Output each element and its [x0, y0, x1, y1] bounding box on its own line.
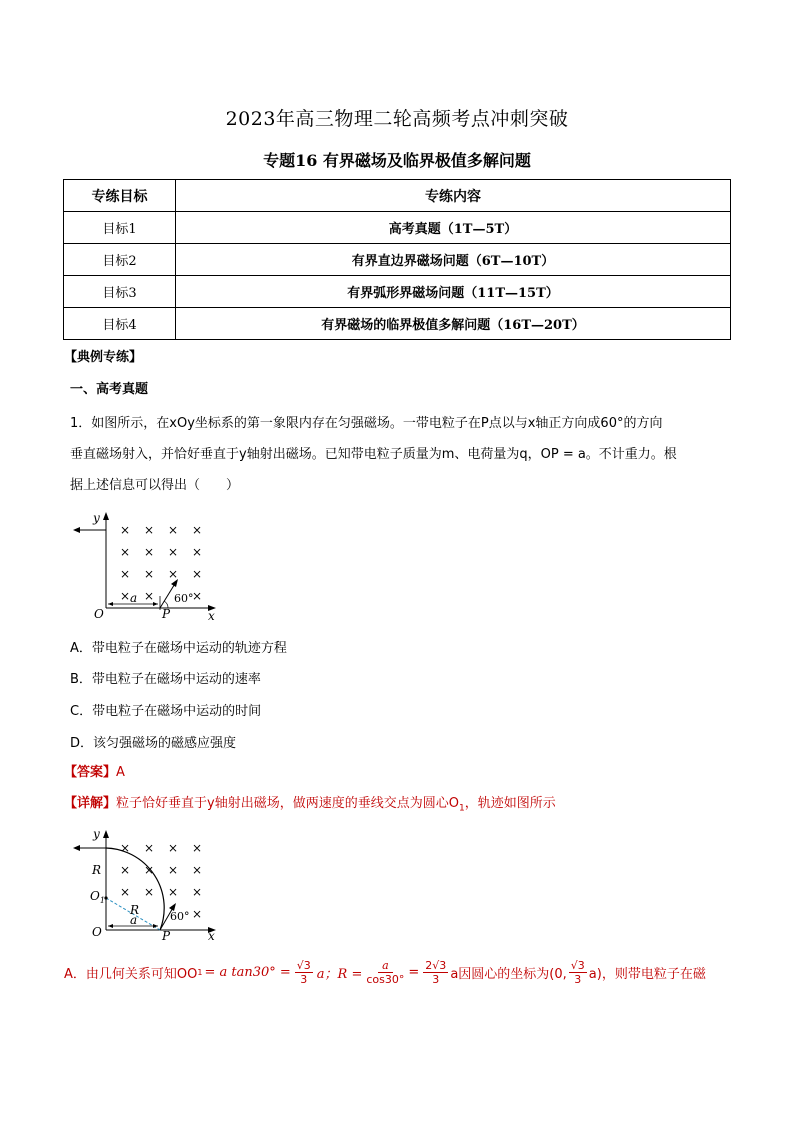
distance-arrow-left: [108, 602, 113, 606]
point-p-label: P: [162, 929, 171, 942]
table-cell: 有界磁场的临界极值多解问题（16T—20T）: [176, 308, 731, 340]
origin-label: O: [94, 607, 104, 620]
fraction-numerator: a: [378, 959, 393, 973]
field-cross: ×: [192, 545, 203, 559]
table-cell: 有界直边界磁场问题（6T—10T）: [176, 244, 731, 276]
detail-text: 粒子恰好垂直于y轴射出磁场，做两速度的垂线交点为圆心O: [116, 796, 459, 811]
center-label-sub: 1: [99, 896, 105, 905]
center-label: [90, 889, 105, 905]
field-cross: ×: [168, 885, 179, 899]
answer-value: A: [116, 765, 125, 780]
solution-text: a；R =: [316, 966, 363, 982]
solution-text: a)，则带电粒子在磁: [588, 966, 706, 982]
exit-direction-arrow: [73, 527, 80, 533]
question-text-line: 1．如图所示，在xOy坐标系的第一象限内存在匀强磁场。一带电粒子在P点以与x轴正方向成60°的方向: [70, 416, 663, 431]
field-cross: ×: [120, 545, 131, 559]
fraction: [569, 959, 587, 986]
field-cross: ×: [192, 885, 203, 899]
fraction-numerator: √3: [570, 958, 585, 972]
field-cross: ×: [168, 523, 179, 537]
section-heading: 【典例专练】: [64, 350, 143, 365]
solution-text: a因圆心的坐标为(0,: [450, 966, 567, 982]
y-axis-label: y: [93, 511, 100, 525]
y-axis-arrow: [103, 830, 109, 838]
table-cell: 目标1: [64, 212, 176, 244]
field-cross: ×: [192, 567, 203, 581]
y-axis-arrow: [103, 512, 109, 520]
detail-line: [64, 794, 556, 819]
origin-label: O: [92, 925, 102, 939]
field-cross: ×: [120, 885, 131, 899]
table-cell: 目标2: [64, 244, 176, 276]
solution-text: = a tan30° =: [204, 964, 291, 980]
fraction-denominator: 3: [574, 972, 582, 986]
field-cross: ×: [192, 841, 203, 855]
field-cross: ×: [168, 863, 179, 877]
subsection-heading: 一、高考真题: [70, 382, 149, 397]
goals-table: [63, 179, 731, 340]
solution-line-a: [64, 952, 706, 992]
field-cross: ×: [144, 545, 155, 559]
field-cross: ×: [168, 567, 179, 581]
table-row: [64, 244, 731, 276]
radius-label-inner: R: [130, 903, 140, 917]
field-cross: ×: [192, 907, 203, 921]
field-cross: ×: [144, 885, 155, 899]
distance-arrow-left: [108, 924, 113, 928]
field-cross: ×: [192, 589, 203, 603]
field-cross: ×: [144, 589, 155, 603]
field-cross: ×: [144, 567, 155, 581]
table-row: [64, 276, 731, 308]
angle-label: 60°: [174, 592, 194, 605]
question-text-line: 垂直磁场射入，并恰好垂直于y轴射出磁场。已知带电粒子质量为m、电荷量为q，OP = a。不计重力。根: [70, 447, 677, 462]
field-cross: ×: [120, 841, 131, 855]
question-figure: [70, 508, 230, 620]
option-c: C．带电粒子在磁场中运动的时间: [70, 704, 262, 719]
field-cross: ×: [168, 841, 179, 855]
field-cross: ×: [192, 863, 203, 877]
solution-text: =: [408, 964, 420, 980]
fraction-denominator: 3: [432, 972, 440, 986]
table-cell: 有界弧形界磁场问题（11T—15T）: [176, 276, 731, 308]
fraction: [295, 959, 313, 986]
fraction-denominator: 3: [300, 972, 308, 986]
table-row: [64, 308, 731, 340]
field-cross: ×: [192, 523, 203, 537]
x-axis-label: x: [208, 929, 215, 942]
solution-subscript: 1: [197, 967, 203, 977]
exit-direction-arrow: [73, 845, 80, 851]
table-cell: 高考真题（1T—5T）: [176, 212, 731, 244]
table-header-cell: 专练内容: [176, 180, 731, 212]
field-cross: ×: [168, 545, 179, 559]
answer-label: 【答案】: [64, 765, 117, 780]
document-title: 2023年高三物理二轮高频考点冲刺突破: [225, 108, 569, 130]
field-cross: ×: [120, 567, 131, 581]
field-cross: ×: [120, 863, 131, 877]
field-cross: ×: [120, 523, 131, 537]
option-a: A．带电粒子在磁场中运动的轨迹方程: [70, 641, 287, 656]
distance-label: a: [130, 913, 138, 927]
detail-tail: ，轨迹如图所示: [464, 796, 556, 811]
field-cross: ×: [144, 523, 155, 537]
radius-label: R: [92, 863, 102, 877]
field-cross: ×: [144, 863, 155, 877]
fraction: [366, 959, 404, 986]
option-b: B．带电粒子在磁场中运动的速率: [70, 672, 261, 687]
fraction: [423, 959, 448, 986]
field-cross: ×: [120, 589, 131, 603]
y-axis-label: y: [93, 827, 100, 841]
fraction-numerator: 2√3: [425, 958, 447, 972]
question-text-line: 据上述信息可以得出（ ）: [70, 478, 240, 493]
fraction-numerator: √3: [296, 958, 311, 972]
angle-label: 60°: [170, 910, 190, 923]
distance-label: a: [130, 591, 138, 605]
table-header-cell: 专练目标: [64, 180, 176, 212]
x-axis-label: x: [208, 609, 215, 620]
table-header-row: [64, 180, 731, 212]
point-p-label: P: [162, 607, 171, 620]
table-cell: 目标3: [64, 276, 176, 308]
detail-label: 【详解】: [64, 796, 117, 811]
table-cell: 目标4: [64, 308, 176, 340]
solution-figure: [70, 826, 230, 942]
center-label-main: O: [90, 889, 100, 903]
option-d: D．该匀强磁场的磁感应强度: [70, 736, 237, 751]
answer-line: [64, 763, 125, 783]
detail-subscript: 1: [458, 803, 465, 814]
field-cross: ×: [144, 841, 155, 855]
document-subtitle: 专题16 有界磁场及临界极值多解问题: [263, 151, 531, 170]
solution-text: A．由几何关系可知OO: [64, 966, 198, 982]
fraction-denominator: cos30°: [366, 972, 405, 986]
table-row: [64, 212, 731, 244]
